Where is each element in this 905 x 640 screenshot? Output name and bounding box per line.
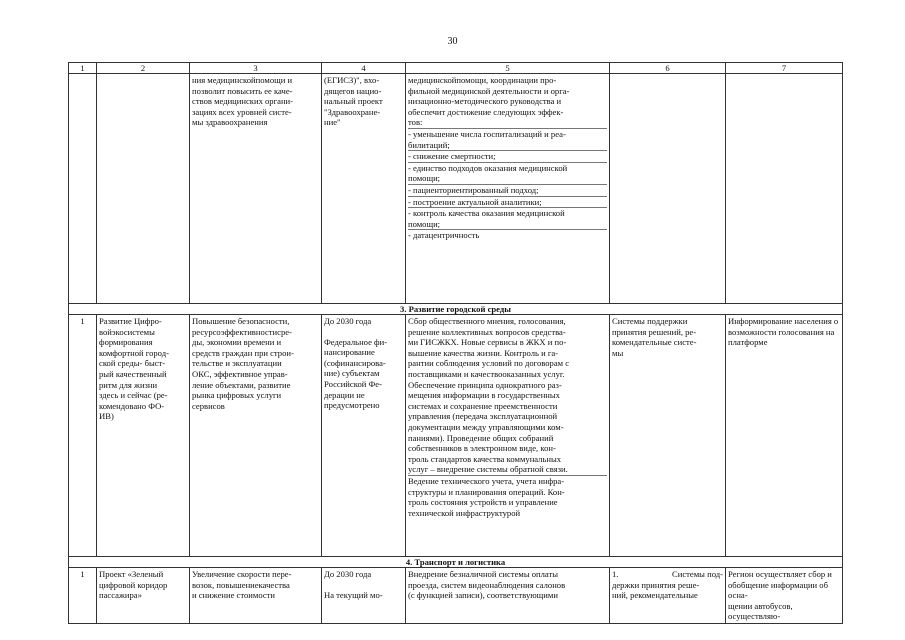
table-row-continuation bbox=[69, 74, 843, 304]
cell-number bbox=[69, 74, 97, 304]
text-line: обеспечит достижение следующих эффек- bbox=[408, 106, 564, 117]
text-line: вышение качества жизни. Контроль и га- bbox=[408, 347, 559, 358]
text-line: рый качественный bbox=[99, 368, 167, 379]
column-header: 5 bbox=[406, 63, 610, 74]
cell-region-role bbox=[726, 74, 843, 304]
cell-number: 1 bbox=[69, 568, 97, 624]
text-line: На текущий мо- bbox=[324, 589, 383, 600]
list-item: - снижение смертности; bbox=[408, 150, 607, 162]
cell-effect bbox=[190, 568, 322, 624]
section-row bbox=[69, 304, 843, 315]
text-line: мещения информации в государственных bbox=[408, 390, 560, 401]
text-line: Сбор общественного мнения, голосования, bbox=[408, 316, 566, 326]
text-line: платформе bbox=[728, 337, 768, 348]
text-line: средств граждан при строи- bbox=[192, 347, 294, 358]
cell-deadline bbox=[322, 315, 406, 557]
text-line: системах и сохранение преемственности bbox=[408, 400, 558, 411]
column-header: 2 bbox=[97, 63, 190, 74]
list-item: - единство подходов оказания медицинской bbox=[408, 162, 607, 174]
table-row bbox=[69, 568, 843, 624]
text-line: Внедрение безналичной системы оплаты bbox=[408, 569, 559, 579]
column-header-row bbox=[69, 63, 843, 74]
text-line: троль состояния устройств и управление bbox=[408, 497, 558, 508]
text-line: комфортной город- bbox=[99, 347, 169, 358]
cell-deadline bbox=[322, 74, 406, 304]
list-number: 1. bbox=[612, 569, 619, 579]
deadline-text: До 2030 года bbox=[324, 569, 372, 579]
text-line: Проект «Зеленый bbox=[99, 569, 164, 579]
text-line: проезда, систем видеонаблюдения салонов bbox=[408, 579, 566, 590]
text-line: структуры и планирования операций. Кон- bbox=[408, 486, 565, 497]
text-line: ние" bbox=[324, 117, 341, 128]
cell-description bbox=[406, 74, 610, 304]
text-line: комендовано ФО- bbox=[99, 400, 165, 411]
text-line: возок, повышениекачества bbox=[192, 579, 290, 590]
text-line: ния медицинскойпомощи и bbox=[192, 75, 293, 85]
text-fragment: Системы под- bbox=[672, 569, 723, 579]
text-line: ской среды- быст- bbox=[99, 358, 166, 369]
text-line: фильной медицинской деятельности и орга- bbox=[408, 85, 570, 96]
list-item-cont: помощи; bbox=[408, 173, 441, 184]
text-line: зациях всех уровней систе- bbox=[192, 106, 292, 117]
text-line: технической инфраструктурой bbox=[408, 507, 521, 518]
text-line: сервисов bbox=[192, 400, 225, 411]
section-title: 3. Развитие городской среды bbox=[69, 304, 843, 315]
column-header: 1 bbox=[69, 63, 97, 74]
text-line: ний, рекомендательные bbox=[612, 590, 698, 601]
list-item-cont: помощи; bbox=[408, 218, 441, 229]
text-line: Системы поддержки bbox=[612, 316, 688, 326]
text-line: Ведение технического учета, учета инфра- bbox=[408, 475, 607, 487]
text-line: мы bbox=[612, 347, 624, 358]
cell-technology bbox=[610, 315, 726, 557]
text-line: держки принятия реше- bbox=[612, 579, 700, 590]
text-line: медицинскойпомощи, координации про- bbox=[408, 75, 557, 85]
text-line: и снижение стоимости bbox=[192, 590, 276, 601]
list-item: - датацентричность bbox=[408, 229, 607, 241]
text-line: документации между управляющими ком- bbox=[408, 421, 564, 432]
text-line: тов: bbox=[408, 117, 423, 128]
text-line: управления (передача эксплуатационной bbox=[408, 411, 558, 422]
text-line: принятия решений, ре- bbox=[612, 326, 697, 337]
table-row bbox=[69, 315, 843, 557]
text-line: "Здравоохране- bbox=[324, 106, 381, 117]
section-title: 4. Транспорт и логистика bbox=[69, 557, 843, 568]
page-number: 30 bbox=[447, 36, 458, 47]
text-line: ление объектами, развитие bbox=[192, 379, 291, 390]
column-header: 3 bbox=[190, 63, 322, 74]
text-line: (с функцией записи), соответствующими bbox=[408, 590, 558, 601]
text-line: поставщиками и качествооказанных услуг. bbox=[408, 368, 565, 379]
text-line: низационно-методического руководства и bbox=[408, 96, 562, 107]
text-line bbox=[612, 569, 723, 580]
text-line: нансирование bbox=[324, 347, 375, 358]
text-line: ды, экономии времени и bbox=[192, 337, 282, 348]
cell-project bbox=[97, 568, 190, 624]
text-line: паниями). Проведение общих собраний bbox=[408, 432, 554, 443]
text-line: мы здравоохранения bbox=[192, 117, 268, 128]
text-line: цифровой коридор bbox=[99, 579, 168, 590]
text-line: Информирование населения о bbox=[728, 316, 839, 326]
text-line: решение коллективных вопросов средства- bbox=[408, 326, 566, 337]
text-line: ми ГИСЖКХ. Новые сервисы в ЖКХ и по- bbox=[408, 337, 567, 348]
column-header: 7 bbox=[726, 63, 843, 74]
deadline-text: До 2030 года bbox=[324, 316, 372, 326]
text-line: дерации не bbox=[324, 389, 365, 400]
text-line: ОКС, эффективное управ- bbox=[192, 368, 288, 379]
cell-description bbox=[406, 315, 610, 557]
text-line: обобщение информации об осна- bbox=[728, 579, 828, 601]
list-item: - контроль качества оказания медицинской bbox=[408, 207, 607, 219]
text-line: (ЕГИСЗ)", вхо- bbox=[324, 75, 380, 85]
column-header: 6 bbox=[610, 63, 726, 74]
cell-number: 1 bbox=[69, 315, 97, 557]
cell-deadline bbox=[322, 568, 406, 624]
column-header: 4 bbox=[322, 63, 406, 74]
cell-description bbox=[406, 568, 610, 624]
text-line: услуг – внедрение системы обратной связи. bbox=[408, 464, 568, 475]
cell-effect bbox=[190, 315, 322, 557]
text-line: позволит повысить ее каче- bbox=[192, 85, 293, 96]
list-item: - построение актуальной аналитики; bbox=[408, 196, 607, 208]
text-line: дящегов нацио- bbox=[324, 85, 382, 96]
section-row bbox=[69, 557, 843, 568]
text-line: войэкосистемы bbox=[99, 326, 155, 337]
text-line: Регион осуществляет сбор и bbox=[728, 569, 832, 579]
cell-region-role bbox=[726, 568, 843, 624]
text-line: ние) субъектам bbox=[324, 368, 380, 379]
cell-effect bbox=[190, 74, 322, 304]
text-line: ИВ) bbox=[99, 411, 114, 422]
text-line: Увеличение скорости пере- bbox=[192, 569, 292, 579]
text-line: рантии соблюдения условий по договорам с bbox=[408, 358, 570, 369]
text-line: ствов медицинских органи- bbox=[192, 96, 294, 107]
cell-project bbox=[97, 315, 190, 557]
text-line: Обеспечение принципа однократного раз- bbox=[408, 379, 562, 390]
text-line: (софинансирова- bbox=[324, 357, 386, 368]
text-line: комендательные систе- bbox=[612, 337, 697, 348]
text-line: формирования bbox=[99, 337, 153, 348]
text-line: здесь и сейчас (ре- bbox=[99, 390, 168, 401]
cell-project bbox=[97, 74, 190, 304]
text-line: рынка цифровых услуги bbox=[192, 390, 282, 401]
text-line: Российской Фе- bbox=[324, 378, 382, 389]
text-line: Повышение безопасности, bbox=[192, 316, 290, 326]
list-item: - уменьшение числа госпитализаций и реа- bbox=[408, 128, 607, 140]
text-line: возможности голосования на bbox=[728, 326, 835, 337]
cell-technology bbox=[610, 74, 726, 304]
cell-technology bbox=[610, 568, 726, 624]
text-line: щении автобусов, осуществляю- bbox=[728, 600, 793, 622]
text-line: пассажира» bbox=[99, 590, 142, 601]
text-line: тельстве и эксплуатации bbox=[192, 358, 282, 369]
text-line: ритм для жизни bbox=[99, 379, 158, 390]
text-line: троль стандартов качества коммунальных bbox=[408, 453, 562, 464]
text-line: собственников в электронном виде, кон- bbox=[408, 443, 556, 454]
text-line: предусмотрено bbox=[324, 400, 380, 411]
cell-region-role bbox=[726, 315, 843, 557]
text-line: Федеральное фи- bbox=[324, 336, 388, 347]
measures-table bbox=[68, 62, 843, 624]
text-line: ресурсоэффективностисре- bbox=[192, 326, 292, 337]
list-item: - пациенториентированный подход; bbox=[408, 184, 607, 196]
text-line: нальный проект bbox=[324, 96, 383, 107]
text-line: Развитие Цифро- bbox=[99, 316, 162, 326]
list-item-cont: билитаций; bbox=[408, 139, 450, 150]
